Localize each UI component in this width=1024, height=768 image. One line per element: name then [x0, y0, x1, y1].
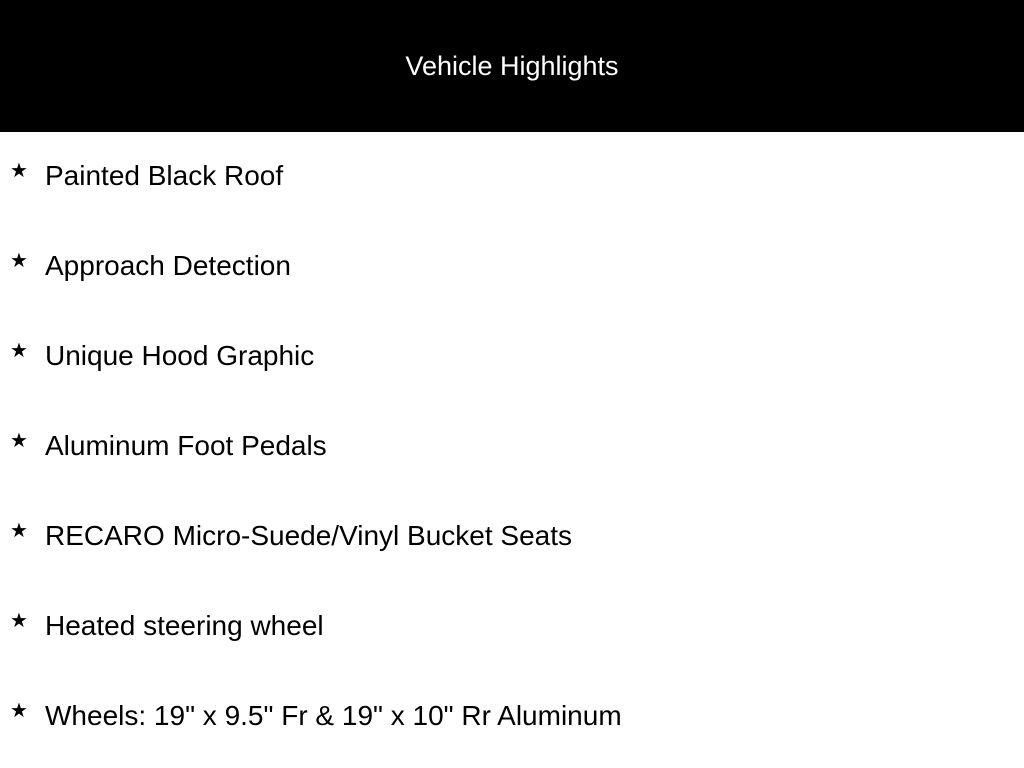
- highlight-label: Wheels: 19" x 9.5" Fr & 19" x 10" Rr Aluminum: [45, 700, 622, 731]
- highlight-label: RECARO Micro-Suede/Vinyl Bucket Seats: [45, 520, 573, 551]
- star-icon: ★: [10, 250, 28, 272]
- star-icon: ★: [10, 700, 28, 722]
- list-item: [0, 492, 1024, 582]
- highlights-list: [0, 132, 1024, 762]
- highlight-label: Painted Black Roof: [45, 160, 284, 191]
- highlight-label: Unique Hood Graphic: [45, 340, 315, 371]
- highlight-label: Approach Detection: [45, 250, 291, 281]
- list-item: [0, 222, 1024, 312]
- star-icon: ★: [10, 160, 28, 182]
- page-header: [0, 0, 1024, 132]
- highlight-label: Aluminum Foot Pedals: [45, 430, 327, 461]
- list-item: [0, 402, 1024, 492]
- star-icon: ★: [10, 340, 28, 362]
- list-item: [0, 672, 1024, 762]
- star-icon: ★: [10, 610, 28, 632]
- star-icon: ★: [10, 430, 28, 452]
- list-item: [0, 582, 1024, 672]
- star-icon: ★: [10, 520, 28, 542]
- list-item: [0, 312, 1024, 402]
- highlight-label: Heated steering wheel: [45, 610, 324, 641]
- list-item: [0, 132, 1024, 222]
- page-title: Vehicle Highlights: [405, 51, 619, 81]
